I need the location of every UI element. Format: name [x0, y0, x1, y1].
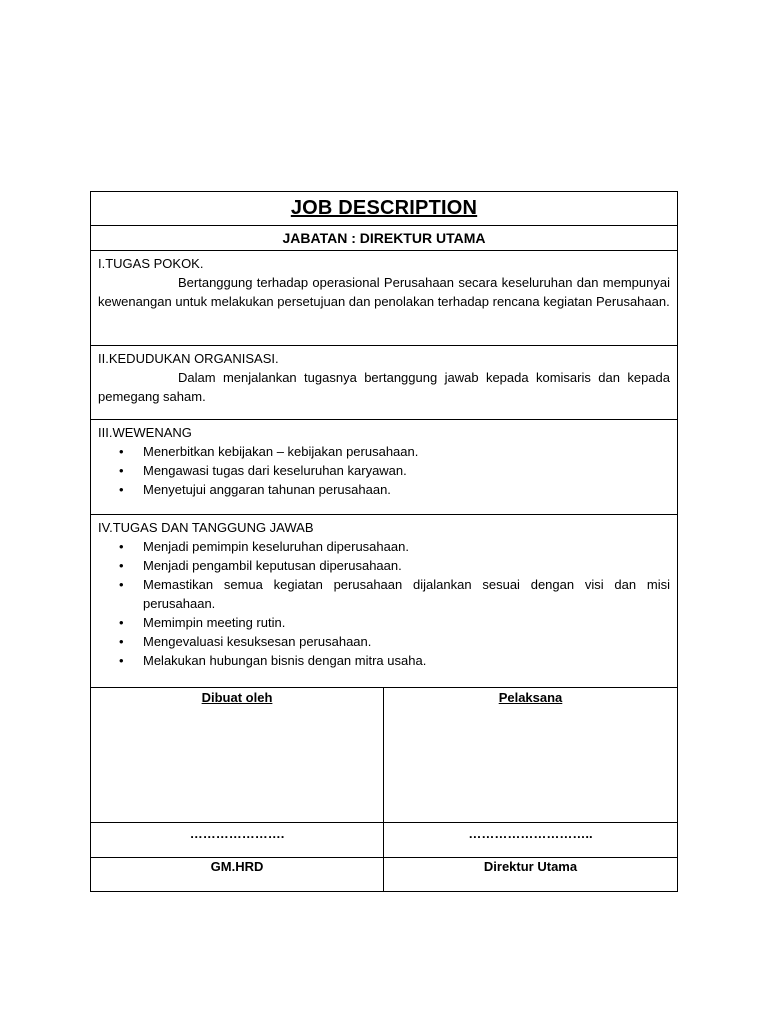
- bullet-icon: •: [119, 577, 124, 592]
- position-row: [91, 226, 677, 251]
- section-heading: III.WEWENANG: [98, 425, 192, 440]
- section-heading: I.TUGAS POKOK.: [98, 256, 204, 271]
- list-item-text: Melakukan hubungan bisnis dengan mitra usaha.: [143, 653, 427, 668]
- bullet-icon: •: [119, 482, 124, 497]
- signature-header-right: [384, 688, 677, 822]
- signature-line-right: ………………………..: [384, 822, 677, 857]
- bullet-icon: •: [119, 539, 124, 554]
- document-title: JOB DESCRIPTION: [290, 197, 478, 219]
- position-label: JABATAN : DIREKTUR UTAMA: [282, 230, 486, 246]
- pelaksana-label: Pelaksana: [498, 690, 563, 705]
- list-item-text: Menerbitkan kebijakan – kebijakan perusahaan.: [143, 444, 419, 459]
- list-item-text: Memimpin meeting rutin.: [143, 615, 286, 630]
- section-tugas-dan-tanggung-jawab: [91, 515, 677, 688]
- section-wewenang: [91, 420, 677, 515]
- list-item-text: Mengevaluasi kesuksesan perusahaan.: [143, 634, 372, 649]
- list-item: [98, 556, 670, 575]
- bullet-list: [98, 442, 670, 499]
- title-row: [91, 192, 677, 226]
- bullet-icon: •: [119, 444, 124, 459]
- section-kedudukan-organisasi: [91, 346, 677, 420]
- section-heading: II.KEDUDUKAN ORGANISASI.: [98, 351, 279, 366]
- list-item: [98, 537, 670, 556]
- signature-header-left: [91, 688, 384, 822]
- list-item-text: Menyetujui anggaran tahunan perusahaan.: [143, 482, 391, 497]
- list-item-text: Menjadi pemimpin keseluruhan diperusahaan.: [143, 539, 409, 554]
- bullet-list: [98, 537, 670, 670]
- section-paragraph: Bertanggung terhadap operasional Perusahaan secara keseluruhan dan mempunyai kewenangan untuk melakukan persetujuan dan penolakan terhadap rencana kegiatan Perusahaan.: [98, 275, 670, 309]
- bullet-icon: •: [119, 615, 124, 630]
- job-description-table: [90, 191, 678, 892]
- list-item-text: Mengawasi tugas dari keseluruhan karyawan.: [143, 463, 407, 478]
- list-item: [98, 480, 670, 499]
- signatory-role-right: Direktur Utama: [384, 857, 677, 891]
- section-tugas-pokok: [91, 251, 677, 346]
- section-paragraph: Dalam menjalankan tugasnya bertanggung jawab kepada komisaris dan kepada pemegang saham.: [98, 370, 670, 404]
- bullet-icon: •: [119, 653, 124, 668]
- signature-block: [91, 688, 677, 891]
- list-item-text: Memastikan semua kegiatan perusahaan dijalankan sesuai dengan visi dan misi perusahaan.: [143, 577, 670, 611]
- list-item: [98, 461, 670, 480]
- list-item: [98, 613, 670, 632]
- signatory-role-left: GM.HRD: [91, 857, 384, 891]
- list-item: [98, 575, 670, 613]
- list-item: [98, 442, 670, 461]
- bullet-icon: •: [119, 463, 124, 478]
- signature-line-left: ………………….: [91, 822, 384, 857]
- list-item-text: Menjadi pengambil keputusan diperusahaan.: [143, 558, 402, 573]
- bullet-icon: •: [119, 634, 124, 649]
- list-item: [98, 651, 670, 670]
- bullet-icon: •: [119, 558, 124, 573]
- list-item: [98, 632, 670, 651]
- dibuat-oleh-label: Dibuat oleh: [201, 690, 273, 705]
- section-heading: IV.TUGAS DAN TANGGUNG JAWAB: [98, 520, 314, 535]
